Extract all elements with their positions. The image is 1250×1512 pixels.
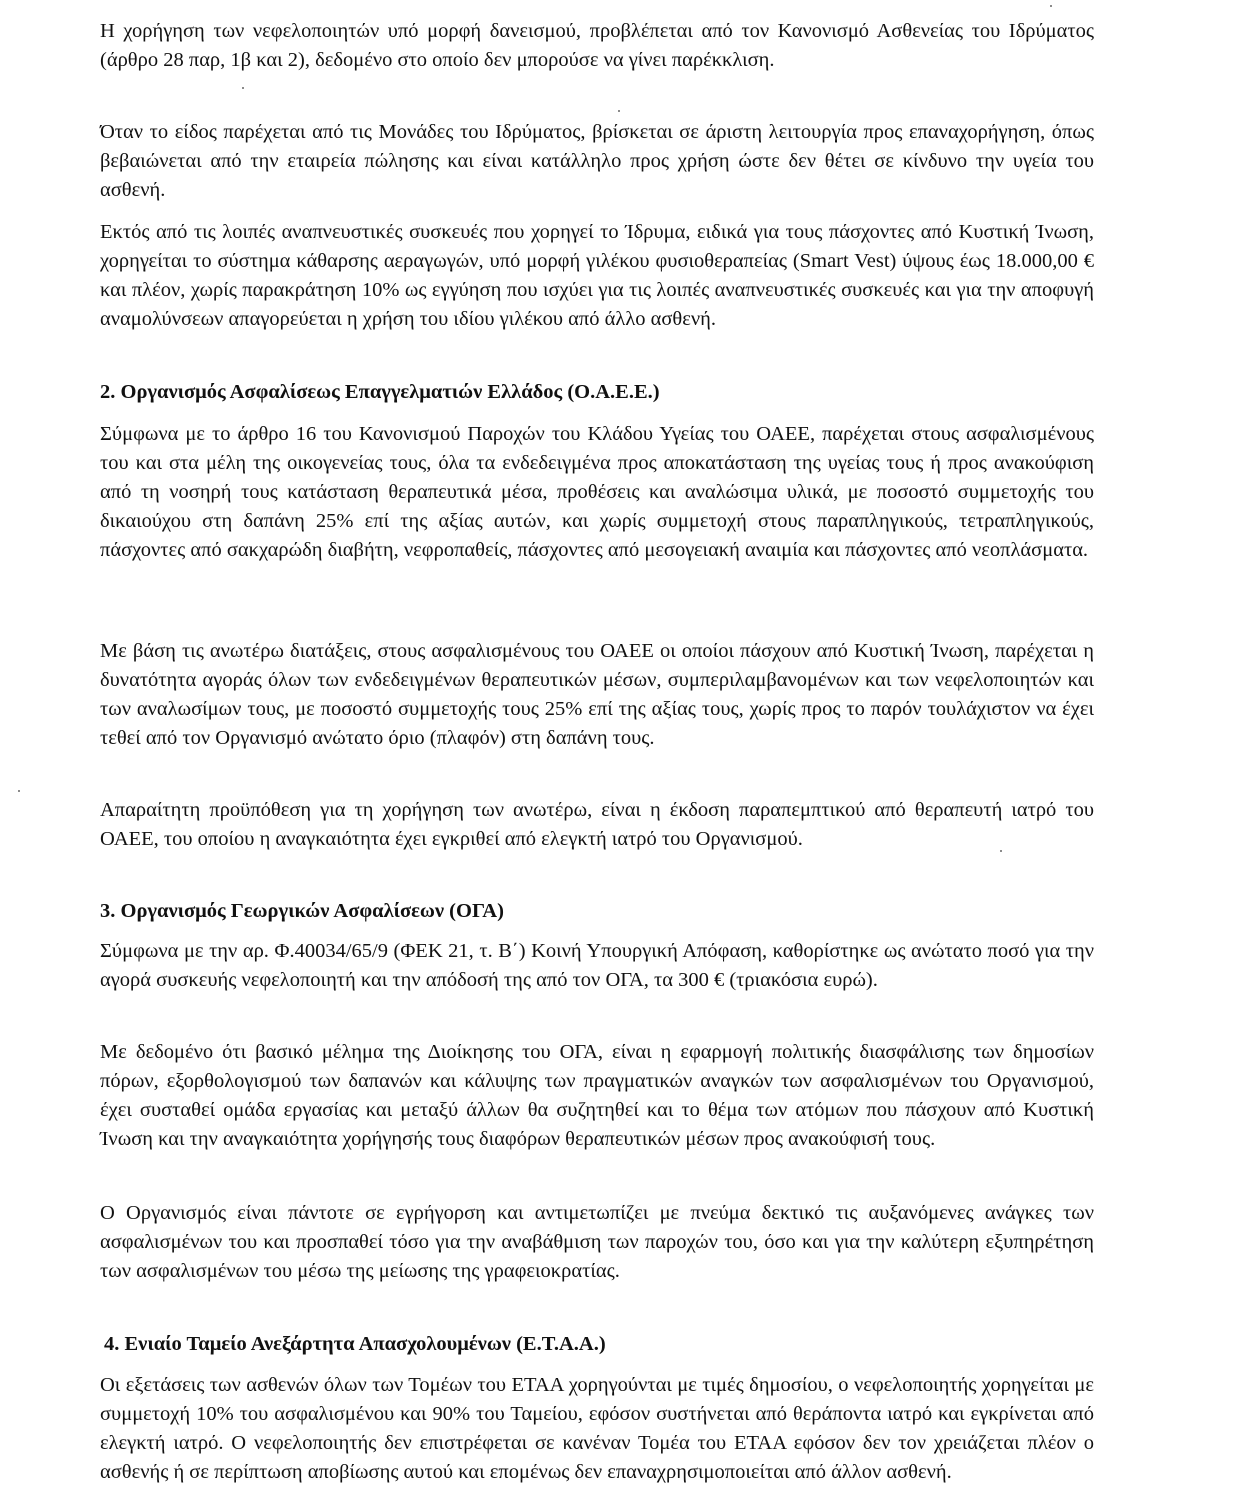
section-heading-etaa: 4. Ενιαίο Ταμείο Ανεξάρτητα Απασχολουμένων (Ε.Τ.Α.Α.)	[104, 1333, 606, 1355]
paragraph-oaee-prerequisite: Απαραίτητη προϋπόθεση για τη χορήγηση των ανωτέρω, είναι η έκδοση παραπεμπτικού από θεραπευτή ιατρό του ΟΑΕΕ, του οποίου η αναγκαιότητα έχει εγκριθεί από ελεγκτή ιατρό του Οργανισμού.	[100, 799, 1094, 850]
paragraph-oaee-article-16: Σύμφωνα με το άρθρο 16 του Κανονισμού Παροχών του Κλάδου Υγείας του ΟΑΕΕ, παρέχεται στους ασφαλισμένους του και στα μέλη της οικογενείας τους, όλα τα ενδεδειγμένα προς αποκατάσταση της υγείας τους ή προς ανακούφιση από τη νοσηρή τους κατάσταση θεραπευτικά μέσα, προθέσεις και αναλώσιμα υλικά, με ποσοστό συμμετοχής του δικαιούχου στη δαπάνη 25% επί της αξίας αυτών, και χωρίς συμμετοχή στους παραπληγικούς, τετραπληγικούς, πάσχοντες από σακχαρώδη διαβήτη, νεφροπαθείς, πάσχοντες από μεσογειακή αναιμία και πάσχοντες από νεοπλάσματα.	[100, 423, 1094, 561]
paragraph-oga-working-group: Με δεδομένο ότι βασικό μέλημα της Διοίκησης του ΟΓΑ, είναι η εφαρμογή πολιτικής διασφάλισης των δημοσίων πόρων, εξορθολογισμού των δαπανών και κάλυψης των πραγματικών αναγκών των ασφαλισμένων του Οργανισμού, έχει συσταθεί ομάδα εργασίας και μεταξύ άλλων θα συζητηθεί και το θέμα των ατόμων που πάσχουν από Κυστική Ίνωση και την αναγκαιότητα χορήγησής τους διαφόρων θεραπευτικών μέσων προς ανακούφισή τους.	[100, 1041, 1094, 1150]
paragraph-smart-vest: Εκτός από τις λοιπές αναπνευστικές συσκευές που χορηγεί το Ίδρυμα, ειδικά για τους πάσχοντες από Κυστική Ίνωση, χορηγείται το σύστημα κάθαρσης αεραγωγών, υπό μορφή γιλέκου φυσιοθεραπείας (Smart Vest) ύψους έως 18.000,00 € και πλέον, χωρίς παρακράτηση 10% ως εγγύηση που ισχύει για τις λοιπές αναπνευστικές συσκευές και για την αποφυγή αναμολύνσεων απαγορεύεται η χρήση του ιδίου γιλέκου από άλλο ασθενή.	[100, 221, 1094, 330]
paragraph-etaa-nebulizer: Οι εξετάσεις των ασθενών όλων των Τομέων του ΕΤΑΑ χορηγούνται με τιμές δημοσίου, ο νεφελοποιητής χορηγείται με συμμετοχή 10% του ασφαλισμένου και 90% του Ταμείου, εφόσον συστήνεται από θεράποντα ιατρό και εγκρίνεται από ελεγκτή ιατρό. Ο νεφελοποιητής δεν επιστρέφεται σε κανέναν Τομέα του ΕΤΑΑ εφόσον δεν τον χρειάζεται πλέον ο ασθενής ή σε περίπτωση αποβίωσης αυτού και επομένως δεν επαναχρησιμοποιείται από άλλον ασθενή.	[100, 1374, 1094, 1483]
paragraph-oaee-cystic-fibrosis: Με βάση τις ανωτέρω διατάξεις, στους ασφαλισμένους του ΟΑΕΕ οι οποίοι πάσχουν από Κυστική Ίνωση, παρέχεται η δυνατότητα αγοράς όλων των ενδεδειγμένων θεραπευτικών μέσων, συμπεριλαμβανομένων και των νεφελοποιητών και των αναλωσίμων τους, με ποσοστό συμμετοχής τους 25% επί της αξίας τους, χωρίς προς το παρόν τουλάχιστον να έχει τεθεί από τον Οργανισμό ανώτατο όριο (πλαφόν) στη δαπάνη τους.	[100, 640, 1094, 749]
scan-speck	[18, 790, 20, 792]
paragraph-oga-vigilance: Ο Οργανισμός είναι πάντοτε σε εγρήγορση και αντιμετωπίζει με πνεύμα δεκτικό τις αυξανόμενες ανάγκες των ασφαλισμένων του και προσπαθεί τόσο για την αναβάθμιση των παροχών του, όσο και για την καλύτερη εξυπηρέτηση των ασφαλισμένων του μέσω της μείωσης της γραφειοκρατίας.	[100, 1202, 1094, 1282]
paragraph-equipment-condition: Όταν το είδος παρέχεται από τις Μονάδες του Ιδρύματος, βρίσκεται σε άριστη λειτουργία προς επαναχορήγηση, όπως βεβαιώνεται από την εταιρεία πώλησης και είναι κατάλληλο προς χρήση ώστε δεν θέτει σε κίνδυνο την υγεία του ασθενή.	[100, 121, 1094, 201]
section-heading-oga: 3. Οργανισμός Γεωργικών Ασφαλίσεων (ΟΓΑ)	[100, 900, 504, 922]
scan-speck	[1000, 850, 1002, 852]
scan-speck	[242, 87, 244, 89]
paragraph-oga-ministerial-decision: Σύμφωνα με την αρ. Φ.40034/65/9 (ΦΕΚ 21, τ. Β΄) Κοινή Υπουργική Απόφαση, καθορίστηκε ως ανώτατο ποσό για την αγορά συσκευής νεφελοποιητή και την απόδοσή της από τον ΟΓΑ, τα 300 € (τριακόσια ευρώ).	[100, 940, 1094, 991]
scan-speck	[1050, 5, 1052, 7]
section-heading-oaee: 2. Οργανισμός Ασφαλίσεως Επαγγελματιών Ελλάδος (Ο.Α.Ε.Ε.)	[100, 381, 660, 403]
paragraph-loan-provision: Η χορήγηση των νεφελοποιητών υπό μορφή δανεισμού, προβλέπεται από τον Κανονισμό Ασθενείας του Ιδρύματος (άρθρο 28 παρ, 1β και 2), δεδομένο στο οποίο δεν μπορούσε να γίνει παρέκκλιση.	[100, 20, 1094, 71]
scan-speck	[618, 110, 620, 112]
